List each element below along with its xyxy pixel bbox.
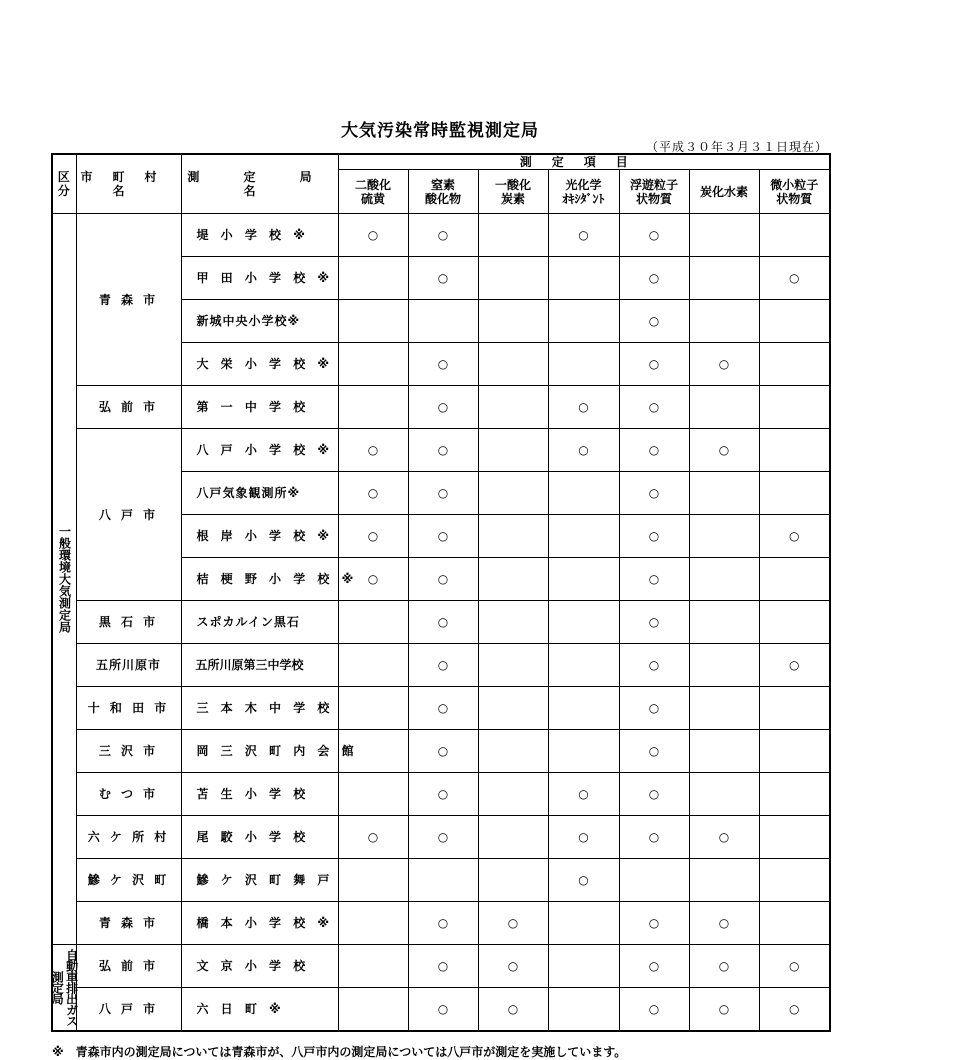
station-cell: 五所川原第三中学校 — [181, 644, 338, 687]
measured-mark: ○ — [718, 959, 730, 974]
items-group-header: 測定項目 — [338, 154, 830, 170]
measurement-cell — [478, 300, 548, 343]
station-cell: 大 栄 小 学 校 ※ — [181, 343, 338, 386]
municipality-cell: 黒 石 市 — [76, 601, 181, 644]
measurement-cell — [408, 214, 478, 257]
measurement-cell — [619, 730, 689, 773]
measured-mark: ○ — [507, 959, 519, 974]
item-header-0: 二酸化 硫黄 — [338, 170, 408, 214]
measured-mark: ○ — [648, 916, 660, 931]
municipality-cell: 弘 前 市 — [76, 945, 181, 988]
measurement-cell — [548, 730, 619, 773]
measured-mark: ○ — [437, 529, 449, 544]
measured-mark: ○ — [437, 357, 449, 372]
measurement-cell — [408, 558, 478, 601]
measurement-cell — [478, 945, 548, 988]
station-cell: 堤 小 学 校 ※ — [181, 214, 338, 257]
measured-mark: ○ — [648, 744, 660, 759]
municipality-cell: 青 森 市 — [76, 902, 181, 945]
municipality-cell: 十 和 田 市 — [76, 687, 181, 730]
measurement-cell — [408, 773, 478, 816]
station-header: 測 定 局 名 — [181, 154, 338, 214]
measurement-cell — [338, 257, 408, 300]
measurement-cell — [408, 730, 478, 773]
measurement-cell — [689, 429, 759, 472]
measurement-cell — [689, 558, 759, 601]
item-header-1: 窒素 酸化物 — [408, 170, 478, 214]
measurement-cell — [619, 558, 689, 601]
measurement-cell — [619, 859, 689, 902]
measurement-cell — [338, 945, 408, 988]
measured-mark: ○ — [367, 443, 379, 458]
table-row — [52, 988, 830, 1032]
measurement-cell — [338, 601, 408, 644]
measured-mark: ○ — [367, 228, 379, 243]
station-cell: 桔 梗 野 小 学 校 ※ — [181, 558, 338, 601]
station-cell: 八戸気象観測所※ — [181, 472, 338, 515]
measured-mark: ○ — [578, 443, 589, 458]
measurement-cell — [759, 902, 830, 945]
measurement-cell — [548, 257, 619, 300]
measurement-cell — [478, 472, 548, 515]
measurement-cell — [408, 601, 478, 644]
measurement-cell — [619, 816, 689, 859]
station-cell: 橋 本 小 学 校 ※ — [181, 902, 338, 945]
measured-mark: ○ — [437, 228, 449, 243]
measurement-cell — [548, 214, 619, 257]
measurement-cell — [759, 945, 830, 988]
measured-mark: ○ — [437, 959, 449, 974]
kubun-header-text: 区分 — [57, 169, 90, 199]
measured-mark: ○ — [437, 830, 449, 845]
measured-mark: ○ — [648, 572, 660, 587]
measured-mark: ○ — [648, 701, 660, 716]
measurement-cell — [689, 687, 759, 730]
measurement-cell — [759, 300, 830, 343]
measurement-cell — [689, 257, 759, 300]
table-row — [52, 816, 830, 859]
measurement-cell — [689, 343, 759, 386]
measurement-cell — [759, 859, 830, 902]
table-row — [52, 601, 830, 644]
measurement-cell — [759, 988, 830, 1032]
measurement-cell — [408, 945, 478, 988]
measured-mark: ○ — [648, 486, 660, 501]
measured-mark: ○ — [578, 873, 589, 888]
measurement-cell — [689, 945, 759, 988]
measured-mark: ○ — [437, 443, 449, 458]
measurement-cell — [759, 730, 830, 773]
measurement-cell — [759, 343, 830, 386]
measurement-cell — [619, 902, 689, 945]
measured-mark: ○ — [648, 830, 660, 845]
measurement-cell — [338, 214, 408, 257]
station-cell: 六 日 町 ※ — [181, 988, 338, 1032]
measured-mark: ○ — [437, 658, 449, 673]
measurement-cell — [478, 558, 548, 601]
measurement-cell — [478, 644, 548, 687]
measurement-cell — [408, 515, 478, 558]
measurement-cell — [548, 429, 619, 472]
measurement-cell — [548, 386, 619, 429]
measurement-cell — [689, 816, 759, 859]
measurement-cell — [408, 472, 478, 515]
measurement-cell — [759, 601, 830, 644]
measurement-cell — [619, 644, 689, 687]
measurement-cell — [759, 644, 830, 687]
measurement-cell — [759, 515, 830, 558]
table-row — [52, 773, 830, 816]
measurement-cell — [548, 515, 619, 558]
measurement-cell — [338, 816, 408, 859]
measurement-cell — [689, 214, 759, 257]
measurement-cell — [478, 429, 548, 472]
measured-mark: ○ — [437, 486, 449, 501]
measurement-cell — [619, 472, 689, 515]
measurement-cell — [548, 472, 619, 515]
measured-mark: ○ — [789, 529, 800, 544]
measurement-cell — [689, 300, 759, 343]
measured-mark: ○ — [789, 658, 800, 673]
municipality-cell: 弘 前 市 — [76, 386, 181, 429]
measured-mark: ○ — [789, 1002, 800, 1017]
measured-mark: ○ — [367, 486, 379, 501]
measurement-cell — [478, 386, 548, 429]
station-cell: 鰺 ケ 沢 町 舞 戸 — [181, 859, 338, 902]
measurement-cell — [759, 773, 830, 816]
measurement-cell — [478, 343, 548, 386]
station-cell: スポカルイン黒石 — [181, 601, 338, 644]
measurement-cell — [689, 988, 759, 1032]
measurement-cell — [759, 429, 830, 472]
measurement-cell — [478, 687, 548, 730]
measurement-cell — [619, 429, 689, 472]
measurement-cell — [478, 730, 548, 773]
measurement-cell — [548, 773, 619, 816]
measurement-cell — [759, 386, 830, 429]
measurement-cell — [689, 515, 759, 558]
measurement-cell — [759, 687, 830, 730]
measured-mark: ○ — [718, 357, 730, 372]
measurement-cell — [548, 558, 619, 601]
measurement-cell — [338, 386, 408, 429]
measurement-cell — [548, 644, 619, 687]
municipality-cell: 三 沢 市 — [76, 730, 181, 773]
measurement-cell — [548, 816, 619, 859]
footnote: ※ 青森市内の測定局については青森市が、八戸市内の測定局については八戸市が測定を実施しています。 — [52, 1045, 627, 1059]
measurement-cell — [478, 214, 548, 257]
station-table-body — [52, 154, 830, 1031]
table-row — [52, 386, 830, 429]
measurement-cell — [408, 816, 478, 859]
measurement-cell — [408, 902, 478, 945]
measurement-cell — [759, 214, 830, 257]
measured-mark: ○ — [718, 1002, 730, 1017]
measured-mark: ○ — [648, 787, 660, 802]
measurement-cell — [759, 558, 830, 601]
item-header-5: 炭化水素 — [689, 170, 759, 214]
measurement-cell — [478, 257, 548, 300]
measured-mark: ○ — [437, 1002, 449, 1017]
measurement-cell — [548, 601, 619, 644]
station-cell: 三 本 木 中 学 校 — [181, 687, 338, 730]
station-cell: 尾 駮 小 学 校 — [181, 816, 338, 859]
table-row — [52, 214, 830, 257]
measured-mark: ○ — [437, 271, 449, 286]
measurement-cell — [759, 816, 830, 859]
measurement-cell — [338, 644, 408, 687]
measurement-cell — [619, 601, 689, 644]
measured-mark: ○ — [718, 443, 730, 458]
table-row — [52, 859, 830, 902]
measurement-cell — [689, 644, 759, 687]
municipality-header: 市町村名 — [76, 154, 181, 214]
measurement-cell — [759, 472, 830, 515]
municipality-cell: 五所川原市 — [76, 644, 181, 687]
municipality-cell: 鰺 ケ 沢 町 — [76, 859, 181, 902]
measured-mark: ○ — [437, 615, 449, 630]
measured-mark: ○ — [718, 916, 730, 931]
measurement-cell — [548, 859, 619, 902]
item-header-3: 光化学 ｵｷｼﾀﾞﾝﾄ — [548, 170, 619, 214]
measurement-cell — [478, 773, 548, 816]
measurement-cell — [548, 988, 619, 1032]
measurement-cell — [408, 343, 478, 386]
measured-mark: ○ — [367, 830, 379, 845]
measurement-cell — [619, 773, 689, 816]
measurement-cell — [689, 472, 759, 515]
measurement-cell — [338, 429, 408, 472]
measured-mark: ○ — [437, 916, 449, 931]
measured-mark: ○ — [437, 744, 449, 759]
measured-mark: ○ — [648, 1002, 660, 1017]
measured-mark: ○ — [367, 572, 379, 587]
measurement-cell — [548, 687, 619, 730]
measurement-cell — [619, 300, 689, 343]
measurement-cell — [408, 386, 478, 429]
measurement-cell — [619, 343, 689, 386]
measurement-cell — [338, 902, 408, 945]
item-header-6: 微小粒子 状物質 — [759, 170, 830, 214]
measured-mark: ○ — [648, 443, 660, 458]
measurement-cell — [619, 386, 689, 429]
municipality-cell: 青 森 市 — [76, 214, 181, 386]
station-cell: 苫 生 小 学 校 — [181, 773, 338, 816]
measured-mark: ○ — [648, 271, 660, 286]
measurement-cell — [478, 601, 548, 644]
measured-mark: ○ — [718, 830, 730, 845]
measurement-cell — [548, 945, 619, 988]
measurement-cell — [478, 902, 548, 945]
measurement-cell — [338, 515, 408, 558]
municipality-cell: 八 戸 市 — [76, 429, 181, 601]
measured-mark: ○ — [507, 1002, 519, 1017]
measurement-cell — [408, 988, 478, 1032]
station-cell: 第 一 中 学 校 — [181, 386, 338, 429]
measured-mark: ○ — [367, 529, 379, 544]
station-cell: 文 京 小 学 校 — [181, 945, 338, 988]
station-cell: 岡 三 沢 町 内 会 館 — [181, 730, 338, 773]
measurement-cell — [408, 429, 478, 472]
municipality-cell: 六 ケ 所 村 — [76, 816, 181, 859]
measured-mark: ○ — [437, 400, 449, 415]
measurement-cell — [689, 773, 759, 816]
measured-mark: ○ — [578, 830, 589, 845]
measured-mark: ○ — [648, 529, 660, 544]
municipality-cell: む つ 市 — [76, 773, 181, 816]
measured-mark: ○ — [648, 615, 660, 630]
station-table — [51, 153, 831, 1032]
measurement-cell — [408, 644, 478, 687]
measurement-cell — [338, 859, 408, 902]
station-cell: 八 戸 小 学 校 ※ — [181, 429, 338, 472]
measurement-cell — [689, 859, 759, 902]
measurement-cell — [408, 687, 478, 730]
table-row — [52, 730, 830, 773]
measurement-cell — [619, 515, 689, 558]
municipality-cell: 八 戸 市 — [76, 988, 181, 1032]
measured-mark: ○ — [648, 357, 660, 372]
measured-mark: ○ — [578, 787, 589, 802]
kubun-header — [52, 154, 90, 214]
measurement-cell — [619, 687, 689, 730]
measurement-cell — [689, 601, 759, 644]
station-cell: 根 岸 小 学 校 ※ — [181, 515, 338, 558]
measurement-cell — [689, 730, 759, 773]
measurement-cell — [548, 902, 619, 945]
measurement-cell — [689, 902, 759, 945]
measurement-cell — [619, 988, 689, 1032]
category-cell: 一般環境大気測定局 — [52, 214, 76, 945]
measurement-cell — [338, 343, 408, 386]
measured-mark: ○ — [648, 228, 660, 243]
measurement-cell — [338, 300, 408, 343]
document-title: 大気汚染常時監視測定局 — [341, 121, 539, 141]
measurement-cell — [759, 257, 830, 300]
table-row — [52, 429, 830, 472]
measured-mark: ○ — [437, 701, 449, 716]
measured-mark: ○ — [578, 400, 589, 415]
table-row — [52, 902, 830, 945]
measurement-cell — [338, 988, 408, 1032]
header-row-1 — [52, 154, 830, 170]
measured-mark: ○ — [648, 658, 660, 673]
measurement-cell — [338, 472, 408, 515]
measured-mark: ○ — [648, 400, 660, 415]
measurement-cell — [689, 386, 759, 429]
measured-mark: ○ — [789, 959, 800, 974]
measurement-cell — [619, 214, 689, 257]
station-cell: 甲 田 小 学 校 ※ — [181, 257, 338, 300]
measurement-cell — [548, 343, 619, 386]
as-of-date: （平成３０年３月３１日現在） — [645, 140, 828, 154]
table-row — [52, 644, 830, 687]
measurement-cell — [478, 515, 548, 558]
category-cell: 自動車排出ガス測定局 — [52, 945, 76, 1032]
station-cell: 新城中央小学校※ — [181, 300, 338, 343]
measurement-cell — [408, 257, 478, 300]
measurement-cell — [548, 300, 619, 343]
measurement-cell — [478, 988, 548, 1032]
measurement-cell — [408, 859, 478, 902]
measured-mark: ○ — [578, 228, 589, 243]
table-row — [52, 945, 830, 988]
measured-mark: ○ — [648, 959, 660, 974]
measurement-cell — [619, 257, 689, 300]
table-row — [52, 687, 830, 730]
measurement-cell — [478, 859, 548, 902]
measured-mark: ○ — [648, 314, 660, 329]
item-header-4: 浮遊粒子 状物質 — [619, 170, 689, 214]
measurement-cell — [619, 945, 689, 988]
measured-mark: ○ — [437, 787, 449, 802]
measured-mark: ○ — [437, 572, 449, 587]
measurement-cell — [338, 773, 408, 816]
measurement-cell — [478, 816, 548, 859]
item-header-2: 一酸化 炭素 — [478, 170, 548, 214]
measurement-cell — [338, 687, 408, 730]
measurement-cell — [408, 300, 478, 343]
measured-mark: ○ — [507, 916, 519, 931]
measured-mark: ○ — [789, 271, 800, 286]
